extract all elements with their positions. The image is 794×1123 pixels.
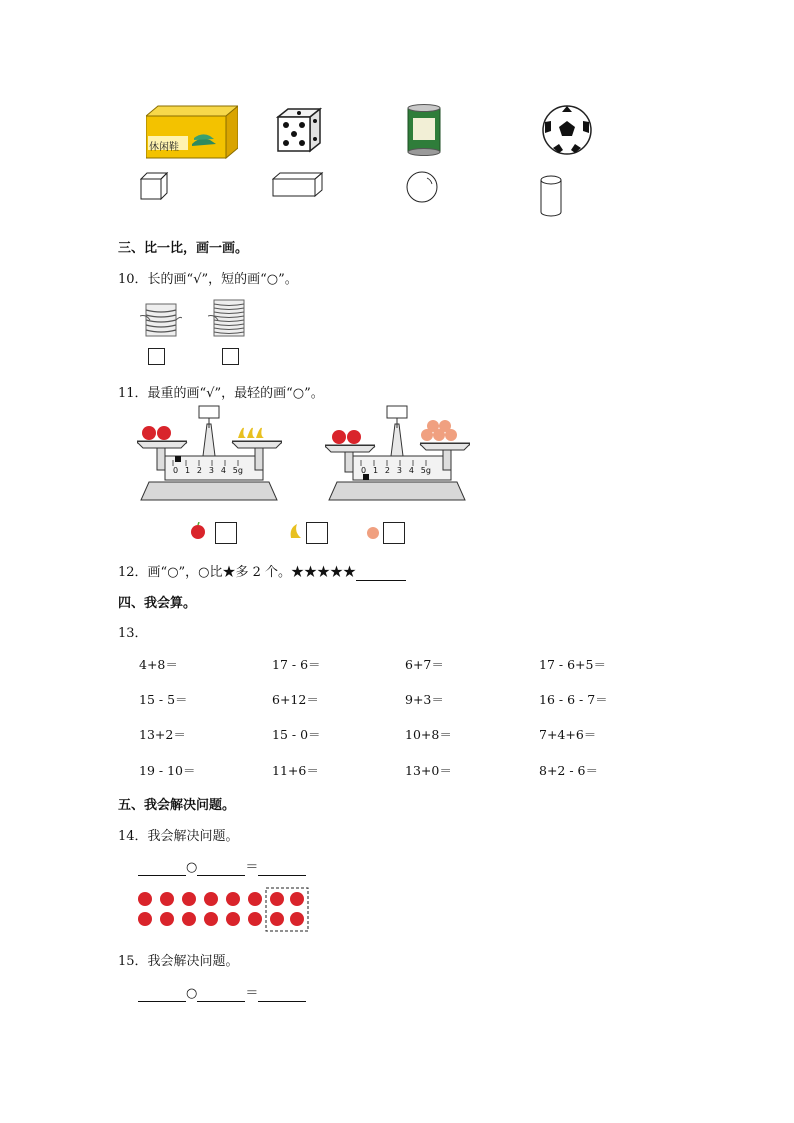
q13-label: 13．	[118, 626, 148, 641]
dice-image	[276, 107, 322, 153]
sphere-shape	[405, 170, 439, 204]
calc-cell: 6+7＝	[405, 657, 444, 672]
q15-text: 15．我会解决问题。	[118, 954, 239, 969]
q14-blank-1[interactable]	[138, 860, 186, 876]
scale1-tick: 0	[173, 466, 179, 475]
equals-sign: ＝	[245, 860, 259, 875]
shoebox-label: 休闲鞋	[149, 142, 179, 153]
q10-answer-box-1[interactable]	[148, 348, 165, 365]
scale1-tick: 2	[196, 466, 202, 475]
soccer-ball-image	[541, 104, 593, 156]
shoebox-image	[146, 104, 238, 160]
calc-cell: 11+6＝	[272, 763, 319, 778]
q12-line	[118, 561, 406, 581]
scale1-tick: 1	[184, 466, 191, 475]
can-image	[406, 104, 442, 156]
cuboid-shape	[272, 172, 324, 198]
q14-blank-2[interactable]	[197, 860, 245, 876]
rope-coil-short	[140, 298, 182, 340]
q14-blank-result[interactable]	[258, 860, 306, 876]
q14-apples-figure	[136, 886, 312, 934]
calc-cell: 7+4+6＝	[539, 727, 597, 742]
q11-answer-box-peach[interactable]	[383, 522, 405, 544]
q11-text: 11．最重的画“√”，最轻的画“○”。	[118, 386, 324, 401]
cube-shape	[140, 172, 170, 200]
banana-icon	[287, 522, 303, 540]
q15-blank-1[interactable]	[138, 986, 186, 1002]
q12-text: 12．画“○”，○比★多 2 个。★★★★★	[118, 565, 357, 580]
calc-cell: 13+2＝	[139, 727, 186, 742]
q12-answer-blank[interactable]	[356, 565, 406, 581]
calc-cell: 16 - 6 - 7＝	[539, 692, 608, 707]
q11-answer-box-apple[interactable]	[215, 522, 237, 544]
scale2-tick: 3	[396, 466, 402, 475]
operator-circle: ○	[186, 986, 198, 1001]
cylinder-shape	[539, 175, 563, 217]
scale1-tick: 5g	[232, 466, 243, 475]
scale1-tick: 3	[208, 466, 214, 475]
apple-icon	[189, 522, 207, 540]
calc-cell: 8+2 - 6＝	[539, 763, 599, 778]
scale2-tick-labels	[361, 466, 431, 475]
q15-equation	[138, 982, 306, 1002]
calc-cell: 17 - 6+5＝	[539, 657, 606, 672]
q14-equation	[138, 856, 306, 876]
calc-cell: 6+12＝	[272, 692, 319, 707]
q10-text: 10．长的画“√”，短的画“○”。	[118, 272, 298, 287]
operator-circle: ○	[186, 860, 198, 875]
section4-title: 四、我会算。	[118, 596, 197, 611]
scale1-tick: 4	[220, 466, 226, 475]
q15-blank-result[interactable]	[258, 986, 306, 1002]
calc-cell: 9+3＝	[405, 692, 444, 707]
calc-cell: 13+0＝	[405, 763, 452, 778]
section5-title: 五、我会解决问题。	[118, 798, 236, 813]
rope-coil-long	[208, 296, 250, 340]
q15-blank-2[interactable]	[197, 986, 245, 1002]
calc-cell: 15 - 0＝	[272, 727, 321, 742]
scales-figure	[137, 404, 467, 550]
calc-cell: 4+8＝	[139, 657, 178, 672]
equals-sign: ＝	[245, 986, 259, 1001]
q14-text: 14．我会解决问题。	[118, 829, 239, 844]
peach-icon	[365, 524, 381, 540]
q11-answer-box-banana[interactable]	[306, 522, 328, 544]
calc-cell: 10+8＝	[405, 727, 452, 742]
calc-cell: 15 - 5＝	[139, 692, 188, 707]
section3-title: 三、比一比，画一画。	[118, 241, 249, 256]
scale2-tick: 0	[361, 466, 367, 475]
scale2-tick: 2	[384, 466, 390, 475]
scale2-tick: 5g	[420, 466, 431, 475]
q10-answer-box-2[interactable]	[222, 348, 239, 365]
scale2-tick: 1	[372, 466, 379, 475]
calc-cell: 19 - 10＝	[139, 763, 196, 778]
calc-cell: 17 - 6＝	[272, 657, 321, 672]
scale2-tick: 4	[408, 466, 414, 475]
scale1-tick-labels	[173, 466, 243, 475]
